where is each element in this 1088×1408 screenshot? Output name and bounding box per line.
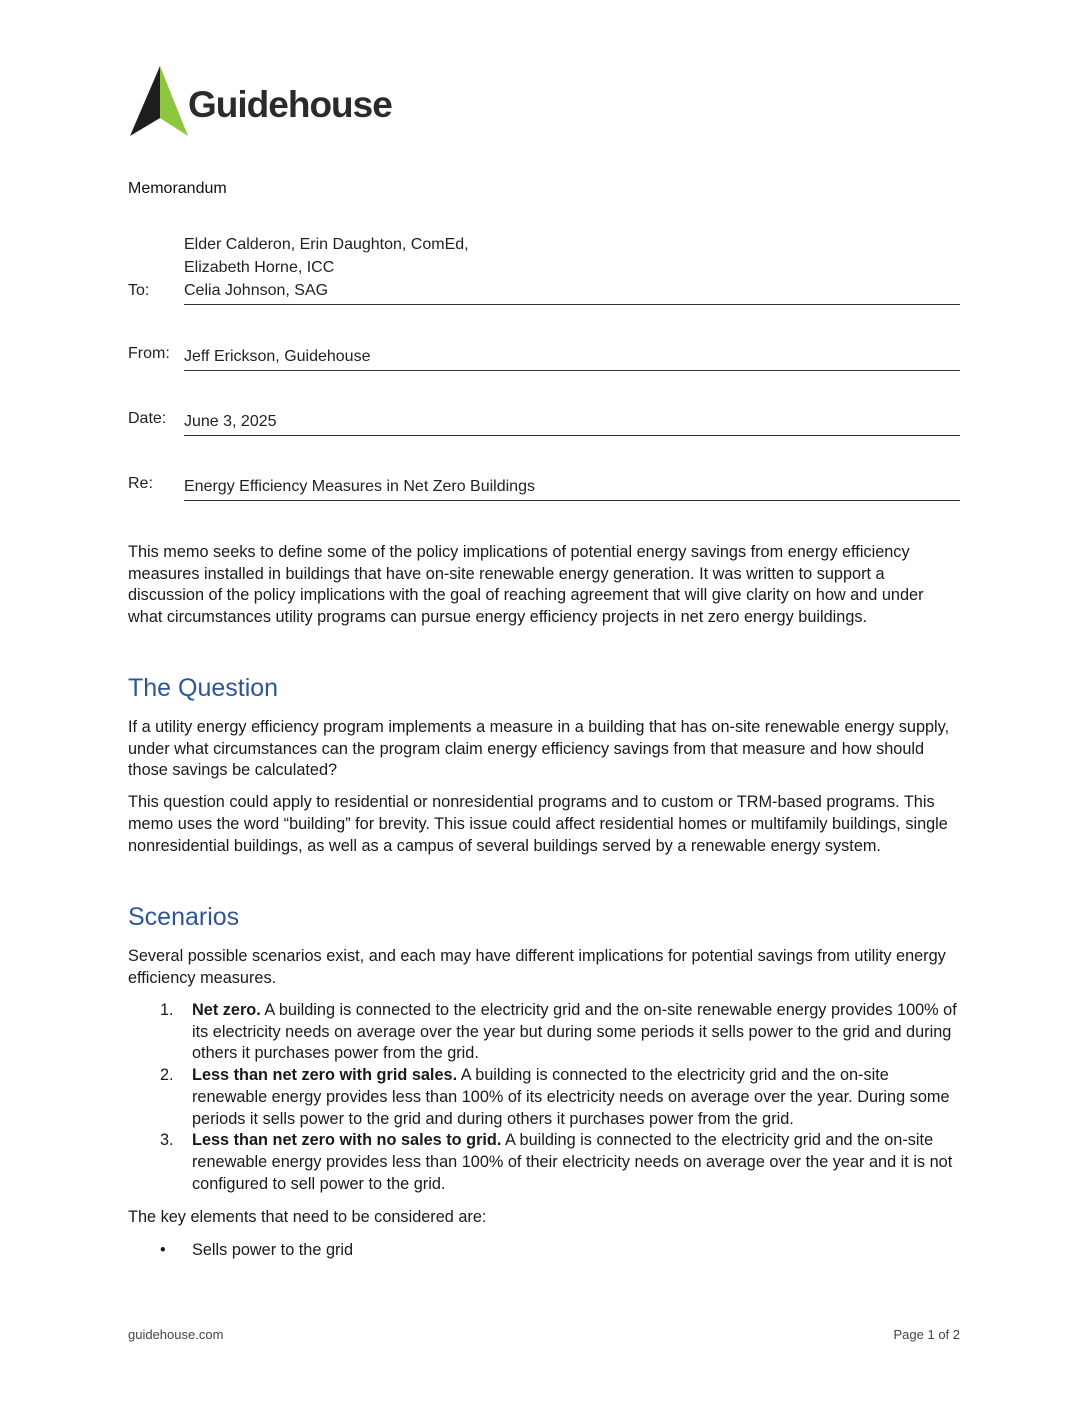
- scenario-item: [128, 1130, 962, 1195]
- memo-label: Memorandum: [128, 180, 227, 197]
- scenario-title: Less than net zero with no sales to grid.: [192, 1131, 502, 1150]
- re-value: Energy Efficiency Measures in Net Zero Buildings: [184, 475, 960, 501]
- scenarios-list: [128, 1000, 962, 1195]
- heading-scenarios: Scenarios: [128, 903, 240, 931]
- scenario-number: 3.: [160, 1131, 174, 1150]
- bullet-icon: •: [160, 1241, 166, 1259]
- scenarios-intro: [128, 946, 962, 999]
- scenario-title: Less than net zero with grid sales.: [192, 1066, 458, 1085]
- header-to: [128, 233, 960, 305]
- question-paragraph: This question could apply to residential or nonresidential programs and to custom or TRM-based programs. This memo uses the word “building” for brevity. This issue could affect residential homes or multifamily buildings, single nonresidential buildings, as well as a campus of several buildings served by a renewable energy system.: [128, 793, 948, 855]
- header-from: [128, 345, 960, 371]
- key-element-text: Sells power to the grid: [192, 1241, 354, 1259]
- heading-the-question: The Question: [128, 674, 279, 702]
- scenario-item: [128, 1065, 962, 1130]
- recipient-line: Elder Calderon, Erin Daughton, ComEd,: [184, 236, 469, 253]
- question-body: [128, 717, 962, 867]
- header-date: [128, 410, 960, 436]
- intro-text: This memo seeks to define some of the policy implications of potential energy savings from energy efficiency measures installed in buildings that have on-site renewable energy generation. It was written to support a discussion of the policy implications with the goal of reaching agreement that will give clarity on how and under what circumstances utility programs can pursue energy efficiency projects in net zero energy buildings.: [128, 543, 924, 627]
- footer-page-number: Page 1 of 2: [893, 1327, 960, 1342]
- recipient-line: Celia Johnson, SAG: [184, 282, 329, 299]
- scenarios-intro-text: Several possible scenarios exist, and each may have different implications for potential savings from utility energy efficiency measures.: [128, 947, 946, 987]
- key-element-item: [128, 1240, 962, 1262]
- scenario-text: A building is connected to the electricity grid and the on-site renewable energy provides 100% of its electricity needs on average over the year but during some periods it sells power to the grid and during others it purchases power from the grid.: [192, 1001, 957, 1063]
- logo-wordmark: Guidehouse: [188, 84, 392, 125]
- footer-website: guidehouse.com: [128, 1327, 224, 1342]
- key-elements-list: [128, 1240, 962, 1262]
- header-re: [128, 475, 960, 501]
- guidehouse-logo: [130, 64, 430, 140]
- date-label: Date:: [128, 410, 167, 427]
- scenario-number: 2.: [160, 1066, 174, 1085]
- scenario-item: [128, 1000, 962, 1065]
- scenario-text: A building is connected to the electricity grid and the on-site renewable energy provides less than 100% of its electricity needs on average over the year. During some periods it sells power to the grid and during others it purchases power from the grid.: [192, 1066, 950, 1128]
- to-recipients: [184, 233, 960, 305]
- scenario-number: 1.: [160, 1001, 174, 1019]
- intro-paragraph: [128, 542, 962, 639]
- re-label: Re:: [128, 475, 153, 492]
- key-elements-intro-text: The key elements that need to be considered are:: [128, 1208, 487, 1226]
- date-value: June 3, 2025: [184, 410, 960, 436]
- scenario-text: A building is connected to the electricity grid and the on-site renewable energy provides less than 100% of their electricity needs on average over the year and it is not configured to sell power to the grid.: [192, 1131, 953, 1193]
- logo-mark-icon: [130, 64, 190, 140]
- to-label: To:: [128, 282, 150, 299]
- key-elements-intro: [128, 1207, 962, 1239]
- question-paragraph: If a utility energy efficiency program implements a measure in a building that has on-site renewable energy supply, under what circumstances can the program claim energy efficiency savings from that measure and how should those savings be calculated?: [128, 718, 950, 780]
- from-label: From:: [128, 345, 170, 362]
- recipient-line: Elizabeth Horne, ICC: [184, 259, 335, 276]
- scenario-title: Net zero.: [192, 1001, 261, 1019]
- from-value: Jeff Erickson, Guidehouse: [184, 345, 960, 371]
